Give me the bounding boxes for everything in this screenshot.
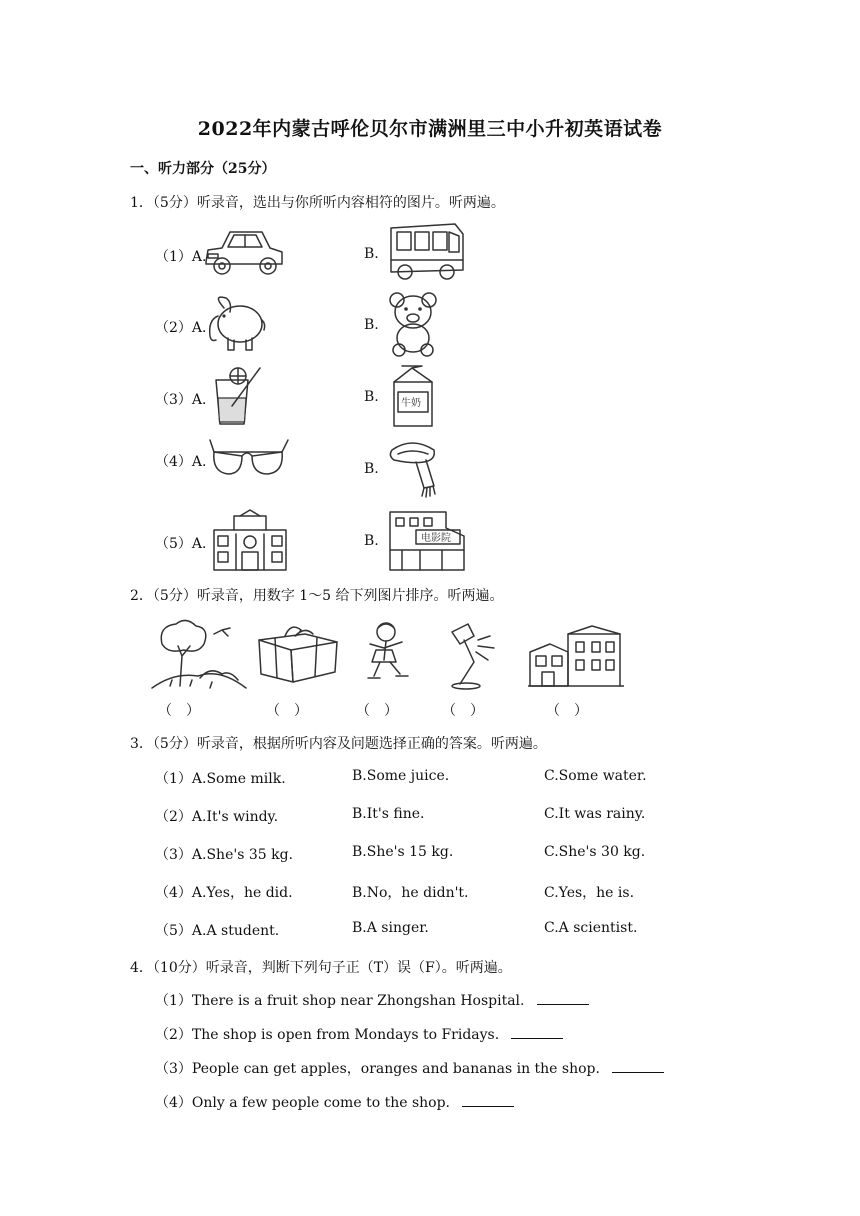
q1-item-2-a-label: （2）A. — [155, 320, 207, 336]
q4-statement-3-text: （3）People can get apples，oranges and bananas in the shop. — [155, 1061, 600, 1077]
q3-row-5-b: B.A singer. — [352, 920, 429, 936]
q2-answer-paren-3: （ ） — [356, 703, 398, 719]
q4-statement-3 — [155, 1058, 664, 1078]
q1-item-3-a-label: （3）A. — [155, 392, 207, 408]
q3-row-5-c: C.A scientist. — [544, 920, 638, 936]
q1-item-1-b-label: B. — [364, 246, 379, 262]
q4-statement-1 — [155, 990, 589, 1010]
house-icon — [528, 622, 624, 688]
gift-box-icon — [255, 622, 341, 684]
answer-blank-2[interactable] — [511, 1024, 563, 1039]
q1-item-4-b-label: B. — [364, 461, 379, 477]
scarf-icon — [384, 436, 442, 500]
q1-item-1-a-label: （1）A. — [155, 249, 207, 265]
q2-answer-paren-4: （ ） — [442, 703, 484, 719]
question-2-stem: 2．（5分）听录音，用数字 1～5 给下列图片排序。听两遍。 — [130, 588, 504, 604]
q3-row-1-c: C.Some water. — [544, 768, 647, 784]
q4-statement-4-text: （4）Only a few people come to the shop. — [155, 1095, 450, 1111]
teddy-bear-icon — [385, 290, 441, 358]
q3-row-2-a: （2）A.It's windy. — [155, 809, 279, 825]
answer-blank-4[interactable] — [462, 1092, 514, 1107]
juice-glass-icon — [208, 364, 264, 428]
q4-statement-4 — [155, 1092, 514, 1112]
q1-item-2-b-label: B. — [364, 317, 379, 333]
q3-row-3-b: B.She's 15 kg. — [352, 844, 454, 860]
skating-girl-icon — [356, 620, 412, 688]
q3-row-4-c: C.Yes，he is. — [544, 885, 635, 901]
answer-blank-3[interactable] — [612, 1058, 664, 1073]
tree-park-icon — [150, 616, 248, 692]
question-1-stem: 1．（5分）听录音，选出与你所听内容相符的图片。听两遍。 — [130, 195, 505, 211]
building-icon — [210, 508, 290, 572]
q3-row-3-a: （3）A.She's 35 kg. — [155, 847, 294, 863]
q3-row-1-a: （1）A.Some milk. — [155, 771, 286, 787]
q3-row-4-b: B.No，he didn't. — [352, 885, 469, 901]
question-4-stem: 4．（10分）听录音，判断下列句子正（T）误（F）。听两遍。 — [130, 960, 512, 976]
q1-item-3-b-label: B. — [364, 389, 379, 405]
q4-statement-2 — [155, 1024, 563, 1044]
q1-item-4-a-label: （4）A. — [155, 454, 207, 470]
q3-row-4-a: （4）A.Yes，he did. — [155, 885, 293, 901]
desk-lamp-icon — [444, 622, 500, 690]
cinema-icon — [386, 506, 468, 572]
cinema-sign-label: 电影院 — [421, 533, 451, 544]
q2-answer-paren-5: （ ） — [546, 703, 588, 719]
glasses-icon — [208, 436, 290, 482]
q1-item-5-a-label: （5）A. — [155, 536, 207, 552]
q4-statement-2-text: （2）The shop is open from Mondays to Fridays. — [155, 1027, 500, 1043]
q3-row-3-c: C.She's 30 kg. — [544, 844, 646, 860]
bus-icon — [385, 220, 469, 282]
milk-carton-label: 牛奶 — [401, 398, 421, 409]
q3-row-2-c: C.It was rainy. — [544, 806, 646, 822]
section-heading: 一、听力部分（25分） — [130, 161, 276, 177]
q3-row-2-b: B.It's fine. — [352, 806, 425, 822]
q2-answer-paren-1: （ ） — [158, 703, 200, 719]
q3-row-1-b: B.Some juice. — [352, 768, 450, 784]
elephant-icon — [202, 290, 268, 356]
q1-item-5-b-label: B. — [364, 533, 379, 549]
milk-carton-icon — [388, 362, 438, 430]
q4-statement-1-text: （1）There is a fruit shop near Zhongshan Hospital. — [155, 993, 525, 1009]
car-icon — [200, 222, 286, 280]
q3-row-5-a: （5）A.A student. — [155, 923, 280, 939]
question-3-stem: 3．（5分）听录音，根据所听内容及问题选择正确的答案。听两遍。 — [130, 736, 547, 752]
q2-answer-paren-2: （ ） — [266, 703, 308, 719]
answer-blank-1[interactable] — [537, 990, 589, 1005]
page-title: 2022年内蒙古呼伦贝尔市满洲里三中小升初英语试卷 — [197, 118, 663, 140]
